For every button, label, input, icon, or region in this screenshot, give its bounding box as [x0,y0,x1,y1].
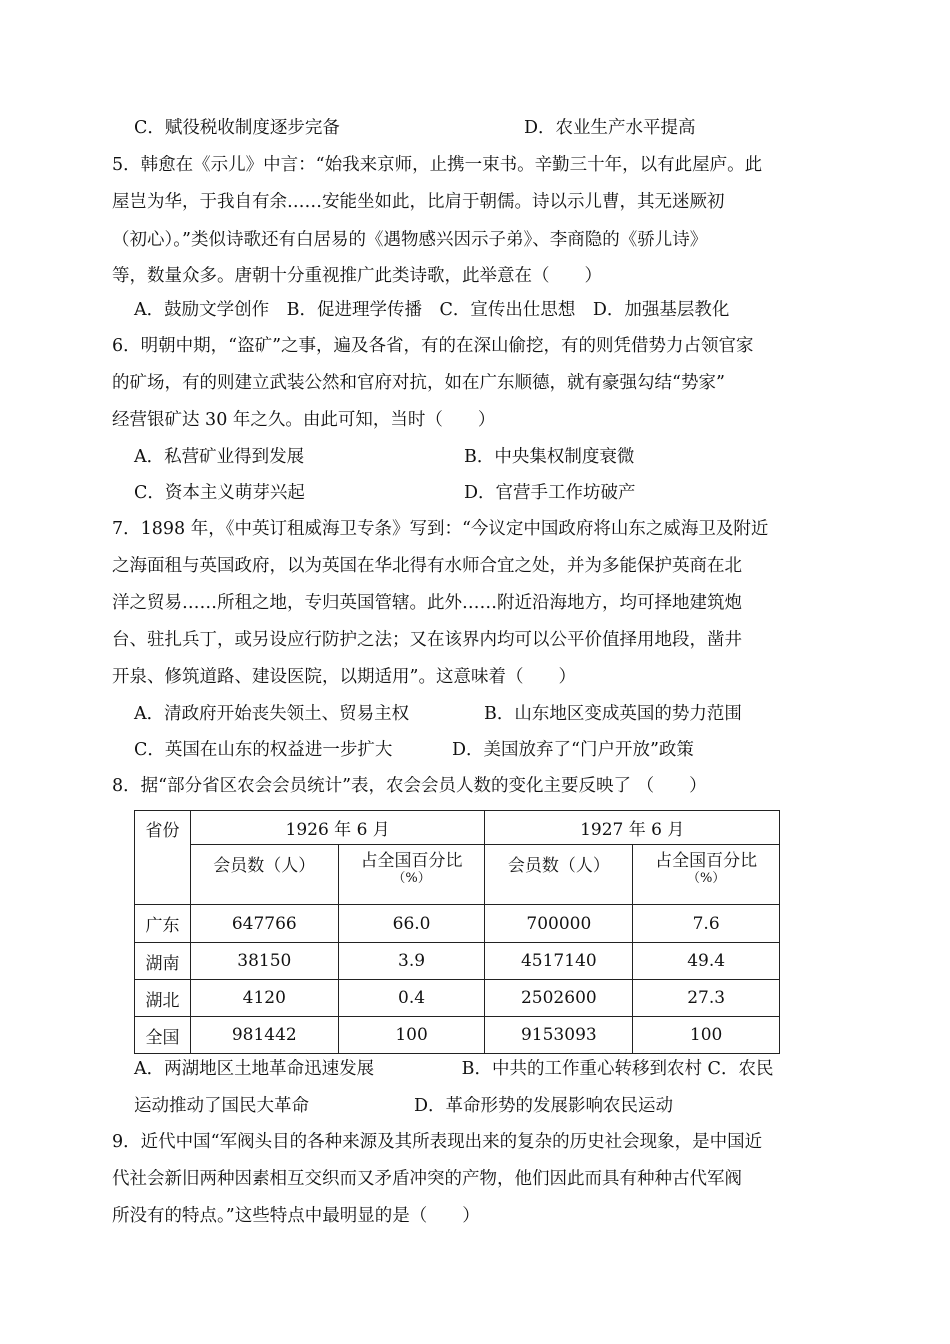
header-percent-1927 [633,845,780,905]
cell-members-1927: 2502600 [485,980,633,1017]
header-year-1927: 1927 年 6 月 [485,811,780,845]
q6-stem-line-1: 6．明朝中期，“盗矿”之事，遍及各省，有的在深山偷挖，有的则凭借势力占领官家 [112,336,754,356]
cell-province: 湖北 [135,980,191,1017]
q9-stem-line-1: 9．近代中国“军阀头目的各种来源及其所表现出来的复杂的历史社会现象，是中国近 [112,1132,763,1152]
q7-stem-line-2: 之海面租与英国政府，以为英国在华北得有水师合宜之处，并为多能保护英商在北 [112,556,742,576]
q7-option-b: B．山东地区变成英国的势力范围 [484,704,742,724]
q6-option-b: B．中央集权制度衰微 [464,447,635,467]
percent-label: 占全国百分比 [655,851,758,871]
q8-options-line-1: A．两湖地区土地革命迅速发展 B．中共的工作重心转移到农村 C．农民 [134,1059,774,1079]
q9-stem-line-3: 所没有的特点。”这些特点中最明显的是（ ） [112,1206,480,1226]
q7-stem-line-3: 洋之贸易……所租之地，专归英国管辖。此外……附近沿海地方，均可择地建筑炮 [112,593,742,613]
q4-option-c: C．赋役税收制度逐步完备 [134,118,340,138]
q5-options: A．鼓励文学创作 B．促进理学传播 C．宣传出仕思想 D．加强基层教化 [134,300,730,320]
cell-percent-1927: 7.6 [633,905,780,943]
q9-stem-line-2: 代社会新旧两种因素相互交织而又矛盾冲突的产物，他们因此而具有种种古代军阀 [112,1169,742,1189]
cell-percent-1926: 100 [338,1017,485,1054]
cell-members-1926: 981442 [190,1017,338,1054]
q7-option-a: A．清政府开始丧失领土、贸易主权 [134,704,410,724]
q7-stem-line-1: 7．1898 年，《中英订租威海卫专条》写到：“今议定中国政府将山东之威海卫及附近 [112,519,769,539]
cell-members-1926: 38150 [190,943,338,980]
q7-option-c: C．英国在山东的权益进一步扩大 [134,740,393,760]
cell-percent-1927: 100 [633,1017,780,1054]
cell-members-1927: 4517140 [485,943,633,980]
q7-stem-line-4: 台、驻扎兵丁，或另设应行防护之法；又在该界内均可以公平价值择用地段，凿井 [112,630,742,650]
percent-unit: （%） [686,871,726,886]
cell-percent-1926: 0.4 [338,980,485,1017]
cell-percent-1927: 49.4 [633,943,780,980]
cell-percent-1926: 3.9 [338,943,485,980]
q5-stem-line-4: 等，数量众多。唐朝十分重视推广此类诗歌，此举意在（ ） [112,266,602,286]
q6-option-c: C．资本主义萌芽兴起 [134,483,305,503]
q7-option-d: D．美国放弃了“门户开放”政策 [452,740,694,760]
table-row [135,943,780,980]
cell-percent-1927: 27.3 [633,980,780,1017]
table-row [135,905,780,943]
q5-stem-line-3: （初心）。”类似诗歌还有白居易的《遇物感兴因示子弟》、李商隐的《骄儿诗》 [112,230,708,250]
cell-members-1927: 700000 [485,905,633,943]
q7-stem-line-5: 开泉、修筑道路、建设医院，以期适用”。这意味着（ ） [112,667,576,687]
q8-options-line-2: 运动推动了国民大革命 D．革命形势的发展影响农民运动 [134,1096,674,1116]
header-members-1927: 会员数（人） [485,845,633,905]
table-row [135,980,780,1017]
member-stats-table [134,810,780,1054]
cell-province: 湖南 [135,943,191,980]
cell-members-1927: 9153093 [485,1017,633,1054]
q6-stem-line-2: 的矿场，有的则建立武装公然和官府对抗，如在广东顺德，就有豪强勾结“势家” [112,373,725,393]
header-percent-1926 [338,845,485,905]
cell-province: 广东 [135,905,191,943]
q8-stem: 8．据“部分省区农会会员统计”表，农会会员人数的变化主要反映了 （ ） [112,776,707,796]
cell-members-1926: 4120 [190,980,338,1017]
cell-province: 全国 [135,1017,191,1054]
q5-stem-line-1: 5．韩愈在《示儿》中言：“始我来京师，止携一束书。辛勤三十年，以有此屋庐。此 [112,155,763,175]
cell-percent-1926: 66.0 [338,905,485,943]
percent-label: 占全国百分比 [360,851,463,871]
q6-option-a: A．私营矿业得到发展 [134,447,305,467]
q4-option-d: D．农业生产水平提高 [524,118,696,138]
header-year-1926: 1926 年 6 月 [190,811,485,845]
header-members-1926: 会员数（人） [190,845,338,905]
q6-option-d: D．官营手工作坊破产 [464,483,636,503]
header-province: 省份 [135,811,191,905]
cell-members-1926: 647766 [190,905,338,943]
q6-stem-line-3: 经营银矿达 30 年之久。由此可知，当时（ ） [112,410,496,430]
q5-stem-line-2: 屋岂为华，于我自有余……安能坐如此，比肩于朝儒。诗以示儿曹，其无迷厥初 [112,192,725,212]
percent-unit: （%） [392,871,431,886]
table-row [135,1017,780,1054]
